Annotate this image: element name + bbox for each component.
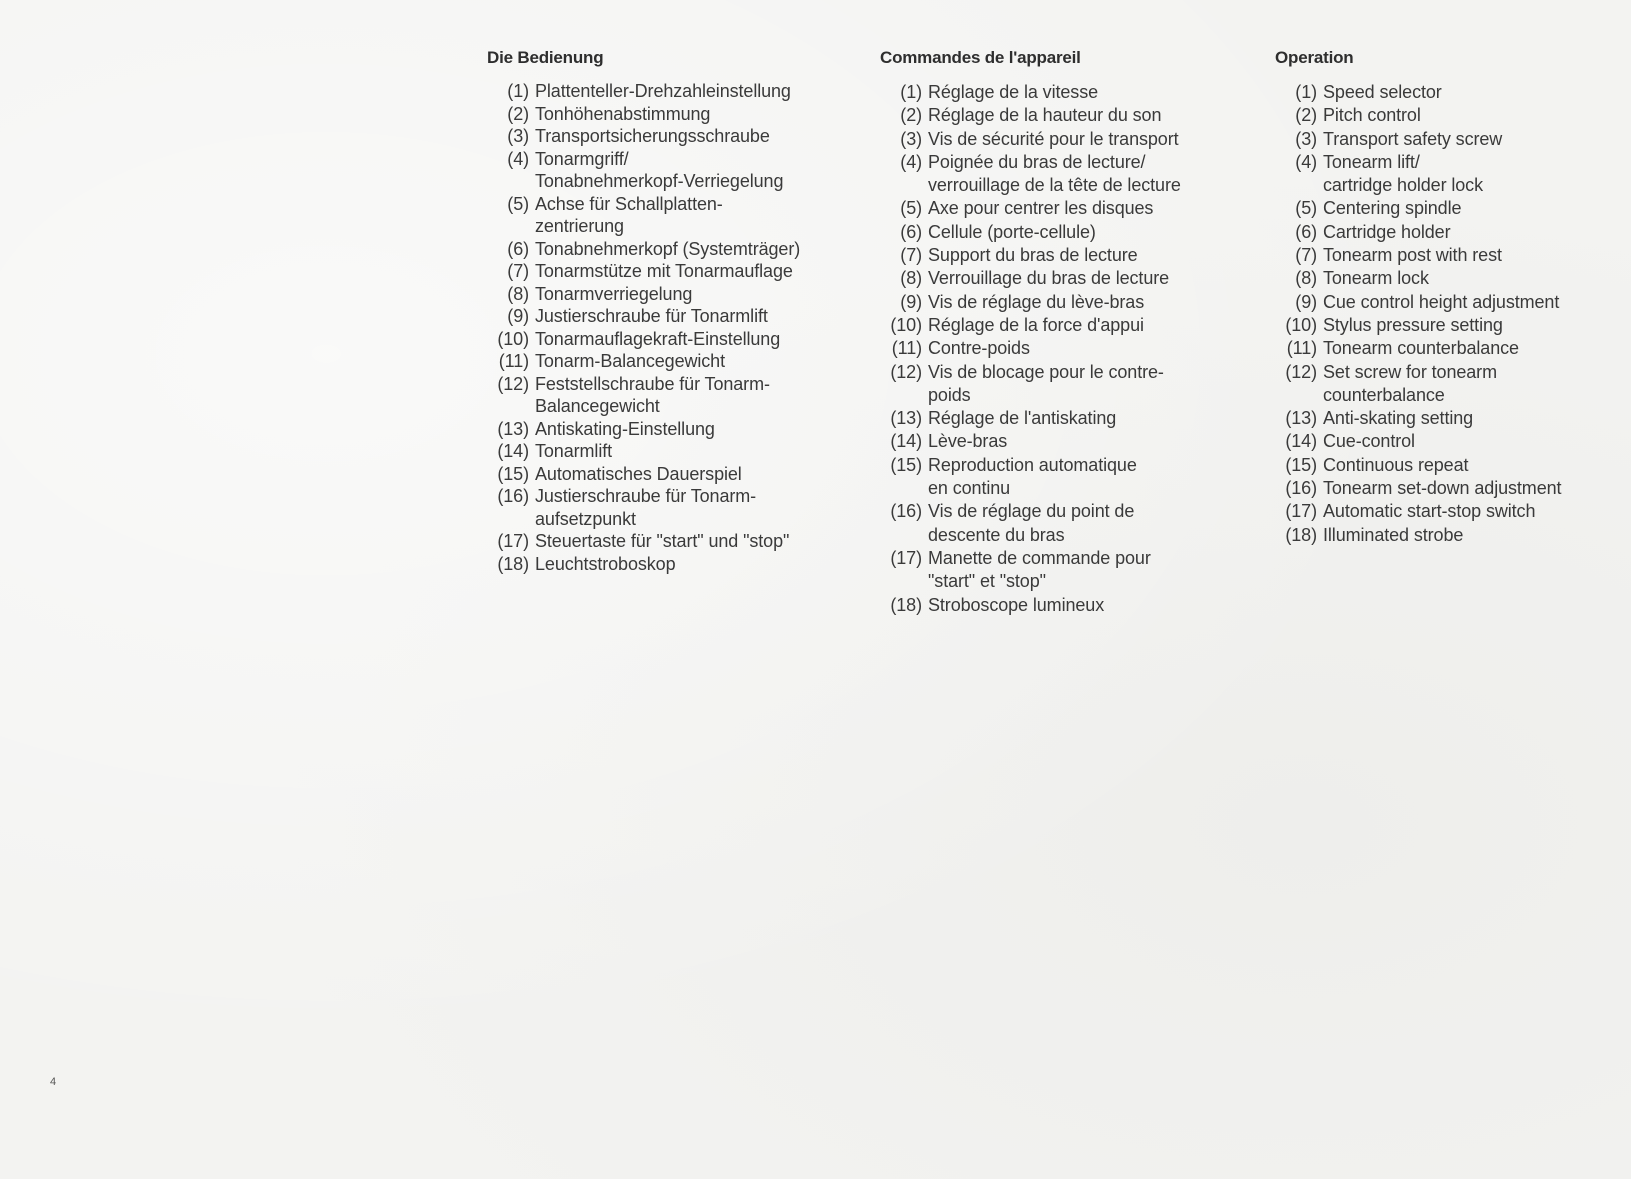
item-text: Set screw for tonearm counterbalance	[1323, 361, 1497, 405]
column-title-french: Commandes de l'appareil	[880, 48, 1081, 67]
item-text: Anti-skating setting	[1323, 408, 1474, 429]
item-number: (2)	[507, 103, 529, 124]
list-item	[487, 440, 857, 463]
list-item	[880, 547, 1250, 594]
item-text: Transport safety screw	[1323, 128, 1503, 149]
list-item	[487, 530, 857, 553]
item-number: (1)	[1295, 82, 1317, 102]
item-text: Tonarmgriff/ Tonabnehmerkopf-Verriegelung	[535, 148, 784, 191]
item-text: Cue-control	[1323, 431, 1415, 452]
item-number: (18)	[1285, 524, 1317, 545]
list-item	[487, 305, 857, 328]
item-text: Automatisches Dauerspiel	[535, 463, 742, 484]
list-item	[1275, 477, 1625, 500]
column-german	[487, 48, 857, 575]
list-item	[880, 407, 1250, 430]
list-item	[1275, 244, 1625, 267]
item-number: (15)	[1285, 454, 1317, 475]
item-text: Justierschraube für Tonarmlift	[535, 306, 768, 326]
item-number: (14)	[497, 441, 529, 461]
list-item	[1275, 221, 1625, 244]
list-item	[880, 128, 1250, 151]
item-number: (8)	[1295, 268, 1317, 289]
item-text: Support du bras de lecture	[928, 245, 1138, 266]
item-number: (10)	[1285, 314, 1317, 335]
list-item	[1275, 291, 1625, 314]
item-number: (14)	[1285, 431, 1317, 452]
list-item	[1275, 500, 1625, 523]
item-text: Cue control height adjustment	[1323, 291, 1560, 312]
item-text: Stylus pressure setting	[1323, 314, 1503, 335]
item-number: (18)	[890, 594, 922, 615]
item-number: (2)	[900, 105, 922, 126]
list-item	[880, 151, 1250, 198]
item-number: (5)	[507, 193, 529, 214]
item-number: (16)	[497, 486, 529, 506]
item-text: Tonarmverriegelung	[535, 283, 693, 304]
list-item	[487, 553, 857, 576]
item-number: (7)	[1295, 245, 1317, 266]
list-item	[487, 103, 857, 126]
item-number: (13)	[497, 418, 529, 439]
list-item	[487, 418, 857, 441]
list-item	[1275, 361, 1625, 408]
list-item	[1275, 267, 1625, 290]
item-text: Contre-poids	[928, 338, 1030, 359]
list-item	[1275, 151, 1625, 198]
list-item	[880, 500, 1250, 547]
item-text: Tonarmlift	[535, 441, 613, 461]
list-item	[1275, 407, 1625, 430]
item-number: (18)	[497, 553, 529, 574]
item-number: (12)	[497, 373, 529, 394]
item-text: Steuertaste für "start" und "stop"	[535, 531, 790, 551]
item-number: (14)	[890, 431, 922, 452]
list-item	[880, 361, 1250, 408]
list-item	[1275, 314, 1625, 337]
item-number: (11)	[1286, 338, 1317, 359]
list-item	[880, 454, 1250, 501]
list-item	[880, 291, 1250, 314]
list-item	[487, 485, 857, 530]
list-item	[487, 328, 857, 351]
column-title-german: Die Bedienung	[487, 48, 604, 67]
item-number: (9)	[900, 291, 922, 312]
item-text: Cellule (porte-cellule)	[928, 221, 1096, 242]
item-number: (10)	[497, 328, 529, 349]
list-item	[880, 337, 1250, 360]
item-text: Tonearm post with rest	[1323, 245, 1502, 266]
list-item	[487, 283, 857, 306]
item-number: (6)	[900, 221, 922, 242]
item-text: Justierschraube für Tonarm- aufsetzpunkt	[535, 486, 757, 529]
item-number: (5)	[1295, 198, 1317, 219]
item-list-french	[880, 81, 1250, 617]
item-text: Vis de réglage du lève-bras	[928, 291, 1145, 312]
list-item	[1275, 337, 1625, 360]
item-text: Tonearm lift/ cartridge holder lock	[1323, 151, 1483, 196]
item-number: (13)	[1285, 408, 1317, 429]
item-text: Pitch control	[1323, 105, 1421, 126]
item-number: (13)	[890, 408, 922, 429]
list-item	[1275, 128, 1625, 151]
item-text: Lève-bras	[928, 431, 1008, 452]
list-item	[487, 463, 857, 486]
item-text: Continuous repeat	[1323, 454, 1469, 475]
list-item	[880, 197, 1250, 220]
item-text: Réglage de la vitesse	[928, 82, 1099, 102]
item-number: (8)	[900, 268, 922, 289]
item-text: Centering spindle	[1323, 198, 1462, 219]
item-number: (10)	[890, 314, 922, 335]
item-number: (15)	[890, 454, 922, 475]
item-number: (9)	[507, 306, 529, 326]
item-number: (8)	[507, 283, 529, 304]
item-text: Vis de réglage du point de descente du bras	[928, 501, 1135, 545]
item-text: Antiskating-Einstellung	[535, 418, 715, 439]
item-text: Réglage de l'antiskating	[928, 408, 1117, 429]
list-item	[880, 104, 1250, 127]
list-item	[1275, 430, 1625, 453]
item-number: (17)	[890, 547, 922, 568]
item-list-english	[1275, 81, 1625, 547]
item-text: Réglage de la force d'appui	[928, 314, 1144, 335]
list-item	[880, 81, 1250, 104]
item-number: (1)	[900, 82, 922, 102]
list-item	[880, 221, 1250, 244]
item-number: (11)	[498, 351, 529, 371]
list-item	[880, 430, 1250, 453]
item-text: Tonearm set-down adjustment	[1323, 478, 1562, 499]
item-number: (1)	[507, 81, 529, 101]
list-item	[487, 125, 857, 148]
item-number: (3)	[1295, 128, 1317, 149]
list-item	[1275, 104, 1625, 127]
item-number: (4)	[507, 148, 529, 169]
list-item	[880, 267, 1250, 290]
item-number: (9)	[1295, 291, 1317, 312]
item-number: (16)	[1285, 478, 1317, 499]
item-text: Manette de commande pour "start" et "stop"	[928, 547, 1151, 592]
item-list-german	[487, 80, 857, 575]
item-text: Achse für Schallplatten- zentrierung	[535, 193, 723, 236]
item-number: (7)	[900, 245, 922, 266]
item-text: Tonearm lock	[1323, 268, 1429, 289]
column-french	[880, 48, 1250, 617]
list-item	[487, 148, 857, 193]
item-text: Leuchtstroboskop	[535, 553, 676, 574]
item-number: (4)	[900, 151, 922, 172]
item-number: (4)	[1295, 151, 1317, 172]
item-number: (5)	[900, 198, 922, 219]
item-text: Vis de blocage pour le contre- poids	[928, 361, 1164, 405]
item-number: (11)	[891, 338, 922, 359]
list-item	[880, 594, 1250, 617]
list-item	[1275, 197, 1625, 220]
item-text: Transportsicherungsschraube	[535, 126, 770, 146]
item-text: Automatic start-stop switch	[1323, 501, 1536, 522]
item-number: (15)	[497, 463, 529, 484]
list-item	[487, 80, 857, 103]
item-text: Poignée du bras de lecture/ verrouillage de la tête de lecture	[928, 151, 1181, 196]
list-item	[880, 314, 1250, 337]
list-item	[1275, 81, 1625, 104]
item-text: Feststellschraube für Tonarm- Balancegewicht	[535, 373, 770, 416]
item-text: Réglage de la hauteur du son	[928, 105, 1162, 126]
list-item	[487, 373, 857, 418]
item-number: (7)	[507, 261, 529, 281]
item-number: (6)	[507, 238, 529, 259]
item-number: (2)	[1295, 105, 1317, 126]
item-text: Tonearm counterbalance	[1323, 338, 1519, 359]
item-number: (12)	[890, 361, 922, 382]
item-text: Tonarm-Balancegewicht	[535, 351, 725, 371]
item-text: Reproduction automatique en continu	[928, 454, 1137, 499]
item-number: (3)	[507, 126, 529, 146]
item-number: (3)	[900, 128, 922, 149]
item-text: Speed selector	[1323, 82, 1442, 102]
item-text: Plattenteller-Drehzahleinstellung	[535, 81, 791, 101]
item-text: Tonabnehmerkopf (Systemträger)	[535, 238, 801, 259]
item-text: Tonarmauflagekraft-Einstellung	[535, 328, 781, 349]
list-item	[1275, 524, 1625, 547]
item-number: (17)	[1285, 501, 1317, 522]
item-text: Tonarmstütze mit Tonarmauflage	[535, 261, 793, 281]
item-number: (12)	[1285, 361, 1317, 382]
list-item	[487, 260, 857, 283]
item-number: (16)	[890, 501, 922, 522]
item-text: Verrouillage du bras de lecture	[928, 268, 1170, 289]
item-text: Cartridge holder	[1323, 221, 1451, 242]
item-text: Tonhöhenabstimmung	[535, 103, 711, 124]
item-text: Illuminated strobe	[1323, 524, 1464, 545]
item-number: (17)	[497, 531, 529, 551]
page-number: 4	[50, 1076, 57, 1088]
item-text: Axe pour centrer les disques	[928, 198, 1154, 219]
list-item	[487, 350, 857, 373]
list-item	[1275, 454, 1625, 477]
item-text: Stroboscope lumineux	[928, 594, 1105, 615]
list-item	[487, 238, 857, 261]
list-item	[880, 244, 1250, 267]
list-item	[487, 193, 857, 238]
item-number: (6)	[1295, 221, 1317, 242]
column-title-english: Operation	[1275, 48, 1354, 67]
column-english	[1275, 48, 1625, 547]
item-text: Vis de sécurité pour le transport	[928, 128, 1179, 149]
